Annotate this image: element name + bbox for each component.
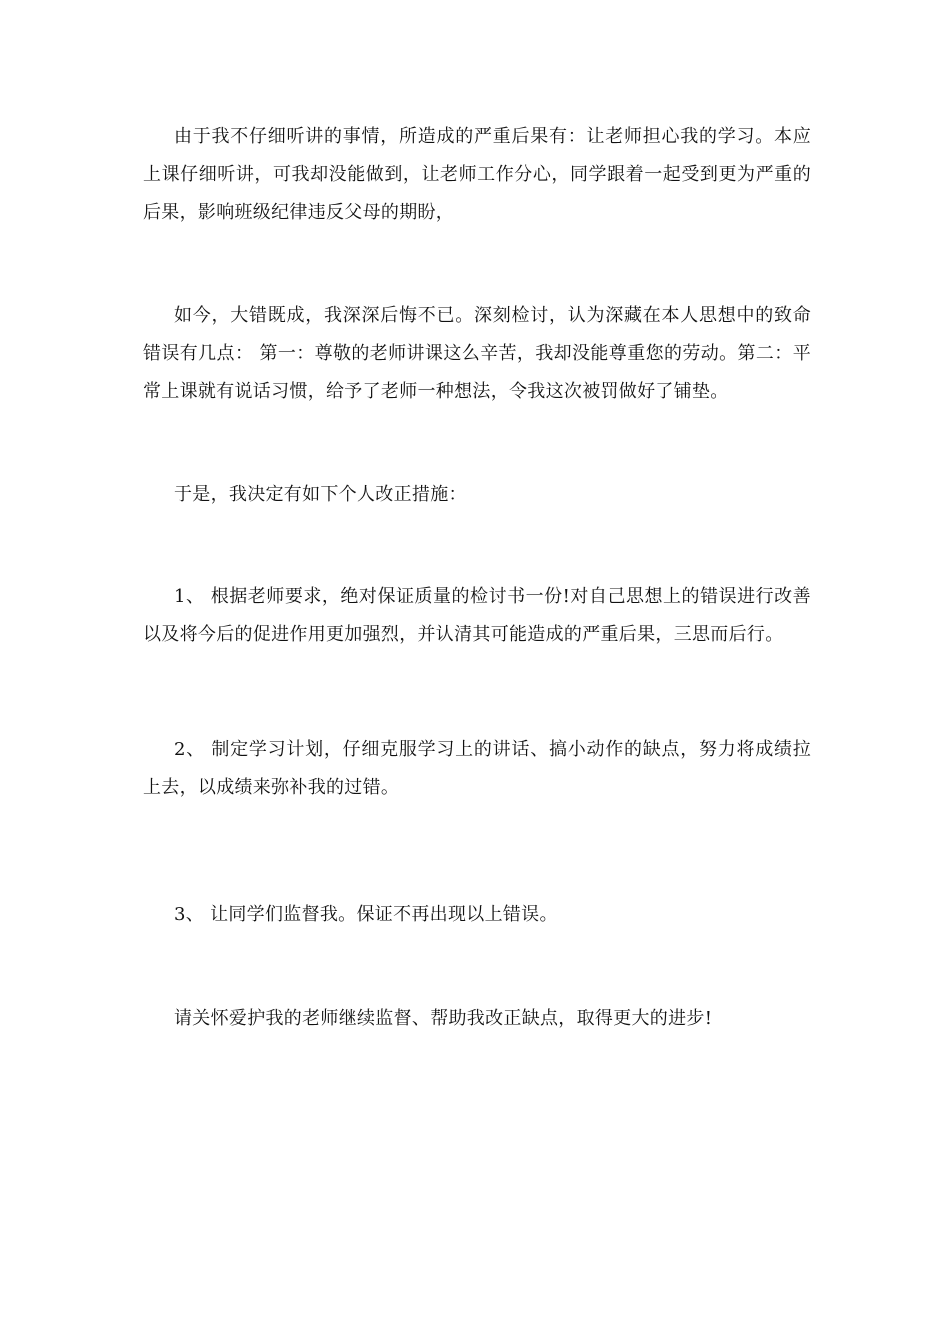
paragraph-measures-intro: 于是，我决定有如下个人改正措施： — [174, 484, 467, 505]
paragraph-closing: 请关怀爱护我的老师继续监督、帮助我改正缺点，取得更大的进步! — [174, 1008, 713, 1029]
paragraph-consequences: 由于我不仔细听讲的事情，所造成的严重后果有：让老师担心我的学习。本应上课仔细听讲，可我却没能做到，让老师工作分心，同学跟着一起受到更为严重的后果，影响班级纪律违反父母的期盼， — [143, 126, 811, 223]
paragraph-measure-3: 3、 让同学们监督我。保证不再出现以上错误。 — [174, 904, 558, 925]
paragraph-measure-2: 2、 制定学习计划，仔细克服学习上的讲话、搞小动作的缺点，努力将成绩拉上去，以成绩来弥补我的过错。 — [143, 739, 811, 798]
paragraph-measure-1: 1、 根据老师要求，绝对保证质量的检讨书一份!对自己思想上的错误进行改善以及将今后的促进作用更加强烈，并认清其可能造成的严重后果，三思而后行。 — [143, 586, 811, 645]
paragraph-reflection: 如今，大错既成，我深深后悔不已。深刻检讨，认为深藏在本人思想中的致命错误有几点： 第一：尊敬的老师讲课这么辛苦，我却没能尊重您的劳动。第二：平常上课就有说话习惯，给予了老师一种想法，令我这次被罚做好了铺垫。 — [143, 305, 811, 402]
